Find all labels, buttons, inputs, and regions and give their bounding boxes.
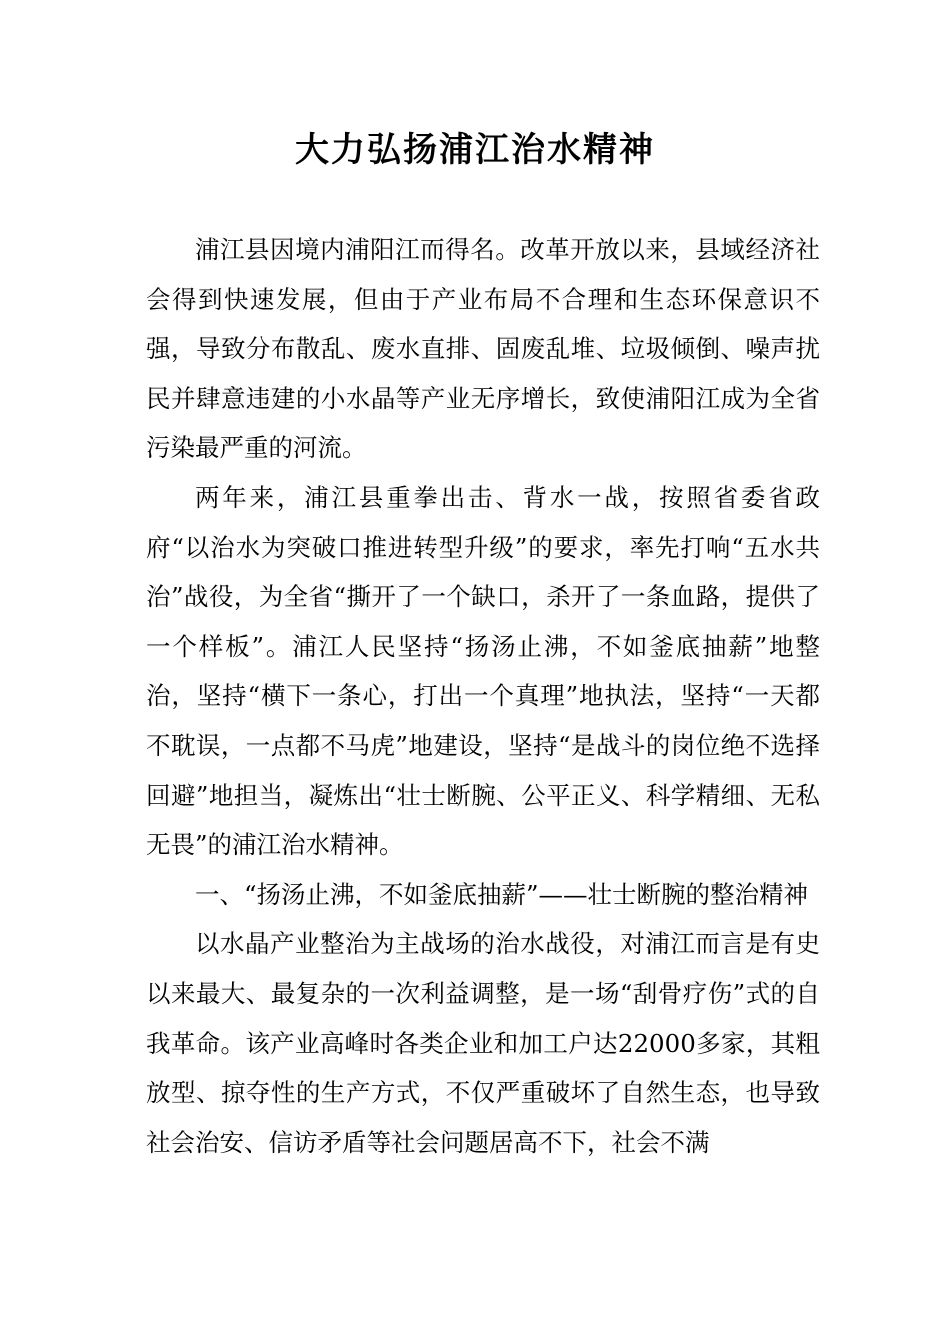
section-heading: 一、“扬汤止沸，不如釜底抽薪”——壮士断腕的整治精神 bbox=[195, 879, 809, 909]
document-body bbox=[146, 225, 820, 1167]
paragraph: 两年来，浦江县重拳出击、背水一战，按照省委省政府“以治水为突破口推进转型升级”的要求，率先打响“五水共治”战役，为全省“撕开了一个缺口，杀开了一条血路，提供了一个样板”。浦江人民坚持“扬汤止沸，不如釜底抽薪”地整治，坚持“横下一条心，打出一个真理”地执法，坚持“一天都不耽误，一点都不马虎”地建设，坚持“是战斗的岗位绝不选择回避”地担当，凝炼出“壮士断腕、公平正义、科学精细、无私无畏”的浦江治水精神。 bbox=[146, 482, 820, 860]
paragraph: 浦江县因境内浦阳江而得名。改革开放以来，县域经济社会得到快速发展，但由于产业布局不合理和生态环保意识不强，导致分布散乱、废水直排、固废乱堆、垃圾倾倒、噪声扰民并肆意违建的小水晶等产业无序增长，致使浦阳江成为全省污染最严重的河流。 bbox=[146, 235, 820, 463]
document-title: 大力弘扬浦江治水精神 bbox=[295, 130, 655, 170]
paragraph: 以水晶产业整治为主战场的治水战役，对浦江而言是有史以来最大、最复杂的一次利益调整，是一场“刮骨疗伤”式的自我革命。该产业高峰时各类企业和加工户达22000多家，其粗放型、掠夺性的生产方式，不仅严重破坏了自然生态，也导致社会治安、信访矛盾等社会问题居高不下，社会不满 bbox=[146, 929, 820, 1157]
